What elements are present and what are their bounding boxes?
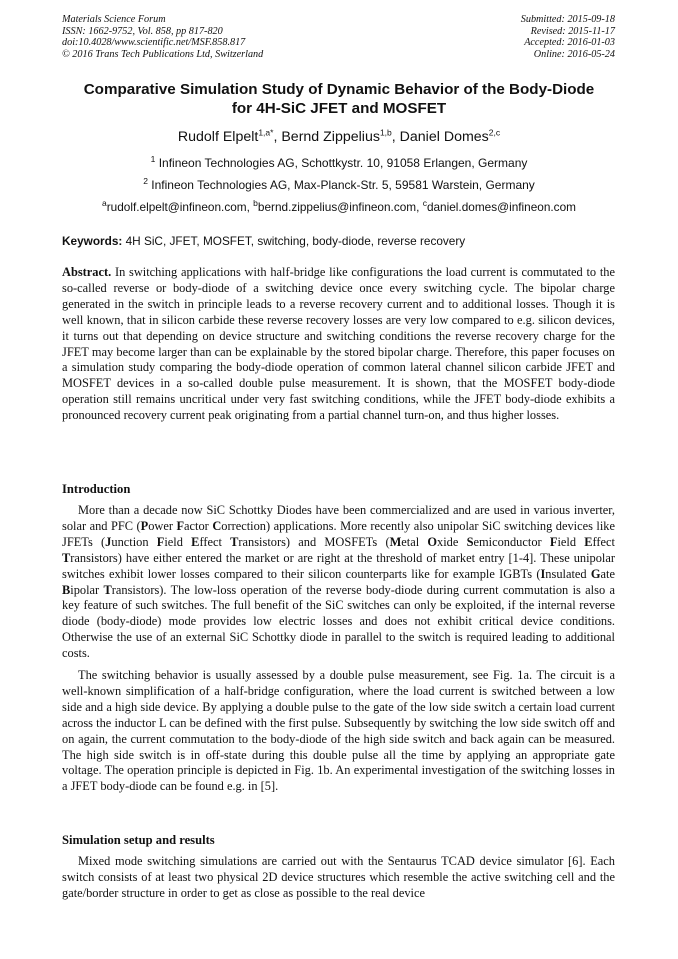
- text-segment: ower: [148, 518, 177, 533]
- journal-name: Materials Science Forum: [62, 14, 166, 25]
- paper-title: [40, 80, 638, 118]
- author-name: Daniel Domes: [399, 129, 489, 145]
- acronym-letter: S: [466, 534, 474, 549]
- text-segment: ate: [600, 566, 615, 581]
- acronym-letter: T: [230, 534, 239, 549]
- author-name: Bernd Zippelius: [281, 129, 380, 145]
- text-segment: orrection) applications. More recently also unipolar SiC switching devices like JFETs (: [62, 518, 615, 549]
- acronym-letter: G: [590, 566, 601, 581]
- keywords: [62, 234, 622, 249]
- affiliation-text: Infineon Technologies AG, Schottkystr. 10, 91058 Erlangen, Germany: [155, 156, 528, 170]
- acronym-letter: E: [584, 534, 593, 549]
- keywords-label: Keywords:: [62, 234, 123, 248]
- text-segment: nsulated: [545, 566, 591, 581]
- section-heading-simulation: Simulation setup and results: [62, 833, 215, 847]
- abstract: [62, 265, 615, 424]
- text-segment: ransistors) have either entered the market or are right at the threshold of market entry [1-4]. These unipolar switches exhibit lower losses compared to their silicon counterparts like for example IGBTs (: [62, 550, 615, 581]
- text-segment: actor: [184, 518, 213, 533]
- simulation-paragraph-1: Mixed mode switching simulations are carried out with the Sentaurus TCAD device simulator [6]. Each switch consists of at least two physical 2D device structures which resemble the active switching cell and the gate/border structure in order to get as close as possible to the real device: [62, 854, 615, 900]
- acronym-letter: P: [140, 518, 149, 533]
- affiliation-2: [40, 178, 638, 193]
- text-segment: etal: [401, 534, 428, 549]
- section-heading-introduction: Introduction: [62, 482, 131, 496]
- online-date: Online: 2016-05-24: [533, 48, 615, 60]
- acronym-letter: M: [389, 534, 402, 549]
- abstract-label: Abstract.: [62, 265, 112, 279]
- text-segment: ipolar: [70, 582, 104, 597]
- email-address: rudolf.elpelt@infineon.com,: [106, 200, 254, 214]
- text-segment: ransistors). The low-loss operation of the reverse body-diode during current commutation is also a key feature of such switches. The full benefit of the SiC switches can only be exploited, if the internal reverse diode (body-diode) mode provides low electric losses and does not exhibit critical device conditions. Otherwise the use of an external SiC Schottky diode in parallel to the switch is required leading to additional costs.: [62, 582, 615, 661]
- acronym-letter: O: [427, 534, 438, 549]
- acronym-letter: F: [549, 534, 558, 549]
- author-superscript: 1,b: [379, 127, 392, 138]
- email-address: daniel.domes@infineon.com: [426, 200, 576, 214]
- author-separator: ,: [391, 129, 400, 145]
- title-line-1: Comparative Simulation Study of Dynamic Behavior of the Body-Diode: [83, 81, 595, 98]
- text-segment: More than a decade now SiC Schottky Diodes have been commercialized and are used in various inverter, solar and PFC (: [62, 503, 615, 533]
- submitted-date: Submitted: 2015-09-18: [520, 14, 615, 25]
- affiliation-1: [40, 156, 638, 171]
- journal-info: [62, 14, 263, 60]
- doi-line: doi:10.4028/www.scientific.net/MSF.858.817: [62, 37, 246, 49]
- acronym-letter: T: [62, 550, 71, 565]
- author-list: [40, 128, 638, 146]
- intro-paragraph-2: The switching behavior is usually assessed by a double pulse measurement, see Fig. 1a. The circuit is a well-known simplification of a half-bridge configuration, where the load current is switched between a low side and a high side device. By applying a double pulse to the gate of the low side switch a certain load current across the inductor L can be defined with the first pulse. Subsequently by switching the low side switch off and on again, the current commutation to the body-diode of the high side switch and back again can be measured. The high side switch is in off-state during this double pulse all the time by applying an appropriate gate voltage. The operation principle is depicted in Fig. 1b. An experimental investigation of the switching losses in a JFET body-diode can be found e.g. in [5].: [62, 668, 615, 794]
- acronym-letter: J: [105, 534, 112, 549]
- text-segment: unction: [111, 534, 157, 549]
- author-name: Rudolf Elpelt: [177, 129, 259, 145]
- author-superscript: 2,c: [488, 127, 501, 138]
- copyright-line: © 2016 Trans Tech Publications Ltd, Switzerland: [62, 48, 264, 60]
- accepted-date: Accepted: 2016-01-03: [524, 37, 615, 49]
- text-segment: ffect: [199, 534, 231, 549]
- text-segment: ield: [164, 534, 192, 549]
- author-superscript: 1,a*: [258, 127, 274, 138]
- text-segment: xide: [437, 534, 467, 549]
- acronym-letter: T: [103, 582, 112, 597]
- text-segment: ffect: [592, 534, 616, 549]
- acronym-letter: F: [156, 534, 165, 549]
- acronym-letter: B: [62, 582, 71, 597]
- email-superscript: c: [422, 198, 427, 209]
- email-superscript: b: [253, 198, 258, 209]
- email-superscript: a: [102, 198, 107, 209]
- affiliation-text: Infineon Technologies AG, Max-Planck-Str. 5, 59581 Warstein, Germany: [147, 178, 535, 192]
- acronym-letter: I: [540, 566, 546, 581]
- text-segment: ield: [557, 534, 585, 549]
- acronym-letter: C: [212, 518, 222, 533]
- keywords-text: 4H SiC, JFET, MOSFET, switching, body-diode, reverse recovery: [122, 234, 466, 248]
- email-address: bernd.zippelius@infineon.com,: [257, 200, 423, 214]
- text-segment: emiconductor: [473, 534, 550, 549]
- issn-line: ISSN: 1662-9752, Vol. 858, pp 817-820: [62, 25, 223, 37]
- revised-date: Revised: 2015-11-17: [530, 25, 615, 37]
- submission-dates: [521, 14, 615, 60]
- affiliation-superscript: 1: [150, 154, 156, 164]
- acronym-letter: E: [191, 534, 200, 549]
- affiliation-superscript: 2: [143, 176, 148, 186]
- title-line-2: for 4H-SiC JFET and MOSFET: [231, 100, 447, 117]
- intro-paragraph-1: [62, 503, 615, 662]
- email-list: [30, 200, 648, 215]
- abstract-text: In switching applications with half-bridge like configurations the load current is commutated to the so-called reverse or body-diode of a switching device once every switching cycle. The bipolar charge generated in the switch in principle leads to a reverse recovery current and to additional losses. Though it is well known, that in silicon carbide these reverse recovery losses are very low compared to e.g. silicon devices, it turns out that depending on device structure and switching conditions the reverse recovery charge for the JFET may become larger than can be explainable by the stored bipolar charge. Therefore, this paper focuses on a simulation study comparing the body-diode operation of common lateral channel silicon carbide JFET and MOSFET devices in a so-called double pulse measurement. It is shown, that the MOSFET body-diode operation still remains uncritical under very fast switching conditions, while the JFET body-diode exhibits a pronounced recovery current peak originating from a partial channel turn-on, and thus higher losses.: [62, 265, 615, 423]
- text-segment: ransistors) and MOSFETs (: [238, 534, 390, 549]
- acronym-letter: F: [176, 518, 185, 533]
- author-separator: ,: [273, 129, 282, 145]
